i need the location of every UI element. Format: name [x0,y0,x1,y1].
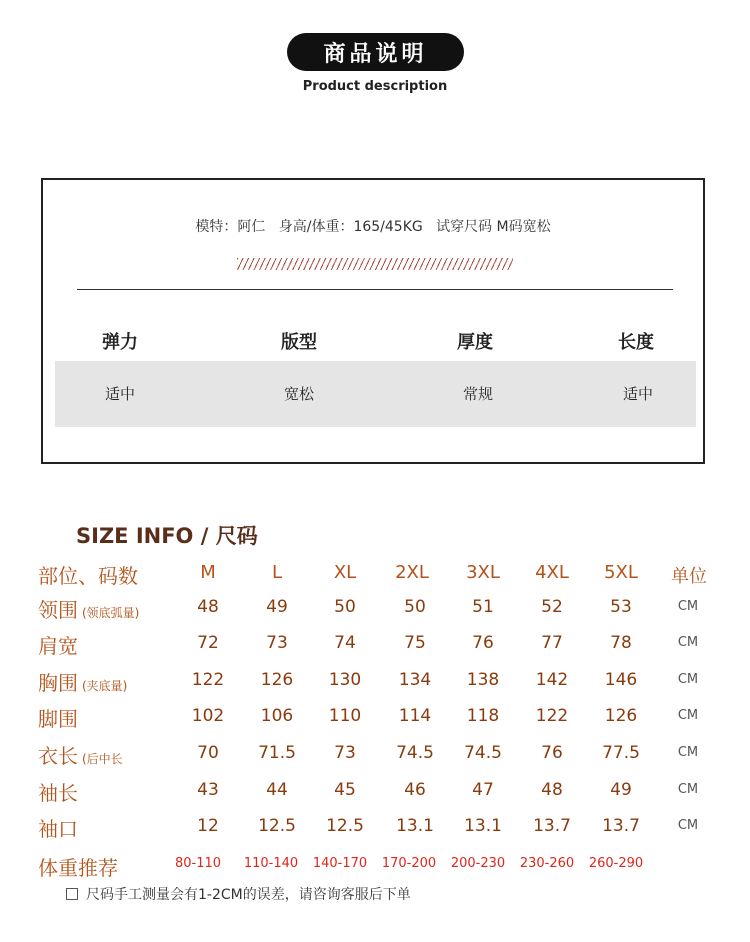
size-cell: 44 [266,780,288,800]
size-cell: 49 [266,597,288,617]
unit-cell: CM [677,599,699,614]
row-label-note: (领底弧量) [82,606,140,620]
row-label-text: 肩宽 [38,634,78,658]
checkbox-icon [66,888,78,900]
size-cell: 76 [472,633,494,653]
decorative-hatch [237,258,513,270]
size-cell: 146 [604,670,638,690]
row-label-text: 领围 [38,598,78,622]
size-cell: 74.5 [396,743,434,763]
size-col-3xl: 3XL [466,562,500,583]
row-label [38,667,127,696]
attr-value-fit: 宽松 [283,385,314,403]
size-cell: 122 [535,706,569,726]
weight-3xl: 200-230 [450,856,506,871]
size-cell: 49 [610,780,632,800]
row-label-text: 胸围 [38,671,78,695]
size-cell: 78 [610,633,632,653]
weight-l: 110-140 [243,856,299,871]
section-title: 商品说明 [287,33,464,71]
weight-label: 体重推荐 [38,856,118,880]
size-col-l: L [271,562,283,583]
product-info-box [41,178,705,464]
unit-header: 单位 [671,566,707,587]
model-info: 模特：阿仁 身高/体重：165/45KG 试穿尺码 M码宽松 [195,219,551,235]
size-cell: 12.5 [326,816,364,836]
size-cell: 70 [197,743,219,763]
size-cell: 72 [197,633,219,653]
size-col-2xl: 2XL [395,562,429,583]
measurement-note [66,884,411,904]
size-cell: 13.1 [464,816,502,836]
size-cell: 47 [472,780,494,800]
row-label [38,594,139,623]
row-label [38,703,78,732]
weight-xl: 140-170 [312,856,368,871]
size-cell: 114 [398,706,432,726]
size-cell: 130 [328,670,362,690]
row-label-text: 袖口 [38,817,78,841]
size-cell: 46 [404,780,426,800]
size-cell: 102 [191,706,225,726]
size-cell: 52 [541,597,563,617]
size-cell: 71.5 [258,743,296,763]
size-cell: 106 [260,706,294,726]
row-label-note: (后中长 [82,752,123,766]
unit-cell: CM [677,782,699,797]
size-cell: 74 [334,633,356,653]
row-label [38,777,78,806]
size-cell: 13.1 [396,816,434,836]
row-label-text: 脚围 [38,707,78,731]
unit-cell: CM [677,672,699,687]
size-cell: 73 [334,743,356,763]
weight-2xl: 170-200 [381,856,437,871]
size-cell: 12 [197,816,219,836]
unit-cell: CM [677,635,699,650]
row-label [38,813,78,842]
attr-label-length: 长度 [618,332,654,353]
size-cell: 50 [334,597,356,617]
size-info-title: SIZE INFO / 尺码 [76,524,258,548]
row-label [38,630,78,659]
size-header-label: 部位、码数 [38,564,138,588]
size-cell: 76 [541,743,563,763]
size-col-5xl: 5XL [604,562,638,583]
size-cell: 77 [541,633,563,653]
size-cell: 48 [197,597,219,617]
size-cell: 13.7 [533,816,571,836]
size-cell: 118 [466,706,500,726]
size-cell: 126 [260,670,294,690]
divider [77,289,673,290]
attr-value-elasticity: 适中 [104,385,135,403]
unit-cell: CM [677,818,699,833]
row-label-text: 衣长 [38,744,78,768]
size-cell: 134 [398,670,432,690]
size-cell: 74.5 [464,743,502,763]
size-cell: 75 [404,633,426,653]
size-cell: 43 [197,780,219,800]
size-cell: 122 [191,670,225,690]
size-col-xl: XL [333,562,357,583]
attr-value-thickness: 常规 [462,385,493,403]
size-col-m: M [200,562,216,583]
size-cell: 77.5 [602,743,640,763]
size-cell: 138 [466,670,500,690]
attr-value-length: 适中 [622,385,653,403]
weight-4xl: 230-260 [519,856,575,871]
attr-label-elasticity: 弹力 [102,332,138,353]
size-cell: 126 [604,706,638,726]
section-subtitle: Product description [302,79,448,94]
size-cell: 12.5 [258,816,296,836]
weight-5xl: 260-290 [588,856,644,871]
row-label-text: 袖长 [38,781,78,805]
size-cell: 48 [541,780,563,800]
weight-m: 80-110 [174,856,222,871]
row-label [38,740,123,769]
unit-cell: CM [677,708,699,723]
size-cell: 51 [472,597,494,617]
size-cell: 142 [535,670,569,690]
unit-cell: CM [677,745,699,760]
row-label-note: (夹底量) [82,679,128,693]
attr-label-thickness: 厚度 [457,332,493,353]
footnote-text: 尺码手工测量会有1-2CM的误差，请咨询客服后下单 [86,887,411,903]
size-col-4xl: 4XL [535,562,569,583]
size-cell: 45 [334,780,356,800]
size-cell: 53 [610,597,632,617]
size-cell: 13.7 [602,816,640,836]
size-cell: 73 [266,633,288,653]
size-cell: 110 [328,706,362,726]
size-cell: 50 [404,597,426,617]
attr-label-fit: 版型 [281,332,317,353]
